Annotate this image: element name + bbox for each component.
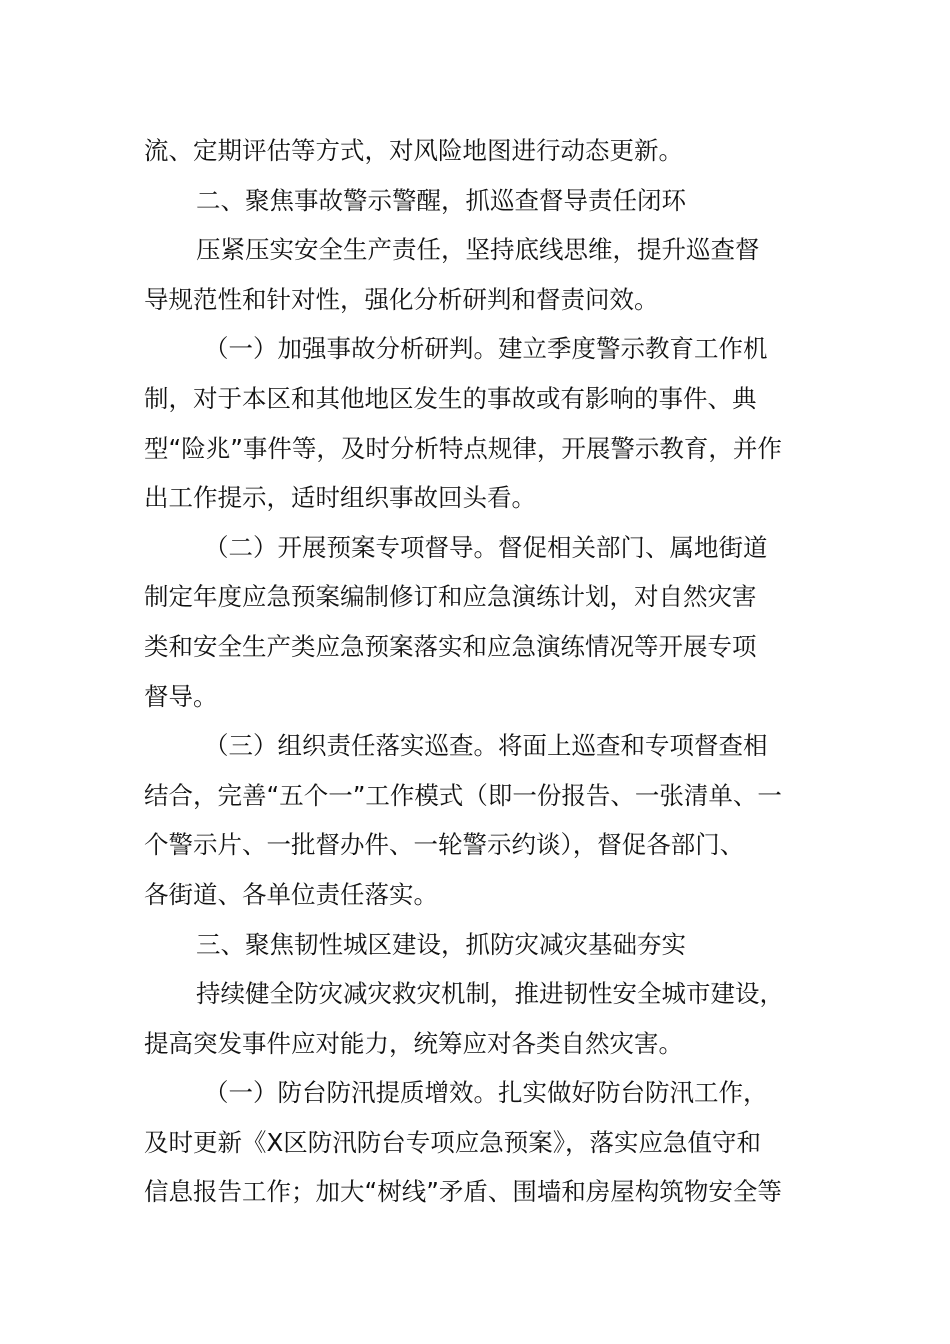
section-heading: 三、聚焦韧性城区建设，抓防灾减灾基础夯实 bbox=[196, 929, 686, 959]
section-heading: 二、聚焦事故警示警醒，抓巡查督导责任闭环 bbox=[196, 185, 686, 215]
text-line: 压紧压实安全生产责任，坚持底线思维，提升巡查督 bbox=[196, 235, 760, 265]
text-line: 类和安全生产类应急预案落实和应急演练情况等开展专项 bbox=[144, 631, 757, 661]
text-line: 制定年度应急预案编制修订和应急演练计划，对自然灾害 bbox=[144, 582, 757, 612]
text-line: 出工作提示，适时组织事故回头看。 bbox=[144, 483, 536, 513]
subsection-line: （二）开展预案专项督导。督促相关部门、属地街道 bbox=[204, 532, 768, 562]
text-line: 提高突发事件应对能力，统筹应对各类自然灾害。 bbox=[144, 1028, 683, 1058]
text-line: 型“险兆”事件等，及时分析特点规律，开展警示教育，并作 bbox=[144, 433, 782, 463]
text-line: 制，对于本区和其他地区发生的事故或有影响的事件、典 bbox=[144, 383, 757, 413]
subsection-line: （一）加强事故分析研判。建立季度警示教育工作机 bbox=[204, 334, 768, 364]
text-line: 信息报告工作；加大“树线”矛盾、围墙和房屋构筑物安全等 bbox=[144, 1177, 782, 1207]
subsection-line: （三）组织责任落实巡查。将面上巡查和专项督查相 bbox=[204, 731, 768, 761]
text-line: 导规范性和针对性，强化分析研判和督责问效。 bbox=[144, 284, 659, 314]
text-line: 持续健全防灾减灾救灾机制，推进韧性安全城市建设， bbox=[196, 979, 784, 1009]
text-line: 个警示片、一批督办件、一轮警示约谈），督促各部门、 bbox=[144, 830, 745, 860]
text-line: 各街道、各单位责任落实。 bbox=[144, 879, 438, 909]
text-line: 及时更新《X区防汛防台专项应急预案》，落实应急值守和 bbox=[144, 1127, 762, 1157]
document-body bbox=[144, 126, 834, 1217]
text-line: 流、定期评估等方式，对风险地图进行动态更新。 bbox=[144, 136, 683, 165]
text-line: 结合，完善“五个一”工作模式（即一份报告、一张清单、一 bbox=[144, 780, 782, 810]
text-line: 督导。 bbox=[144, 681, 218, 711]
subsection-line: （一）防台防汛提质增效。扎实做好防台防汛工作， bbox=[204, 1078, 768, 1108]
